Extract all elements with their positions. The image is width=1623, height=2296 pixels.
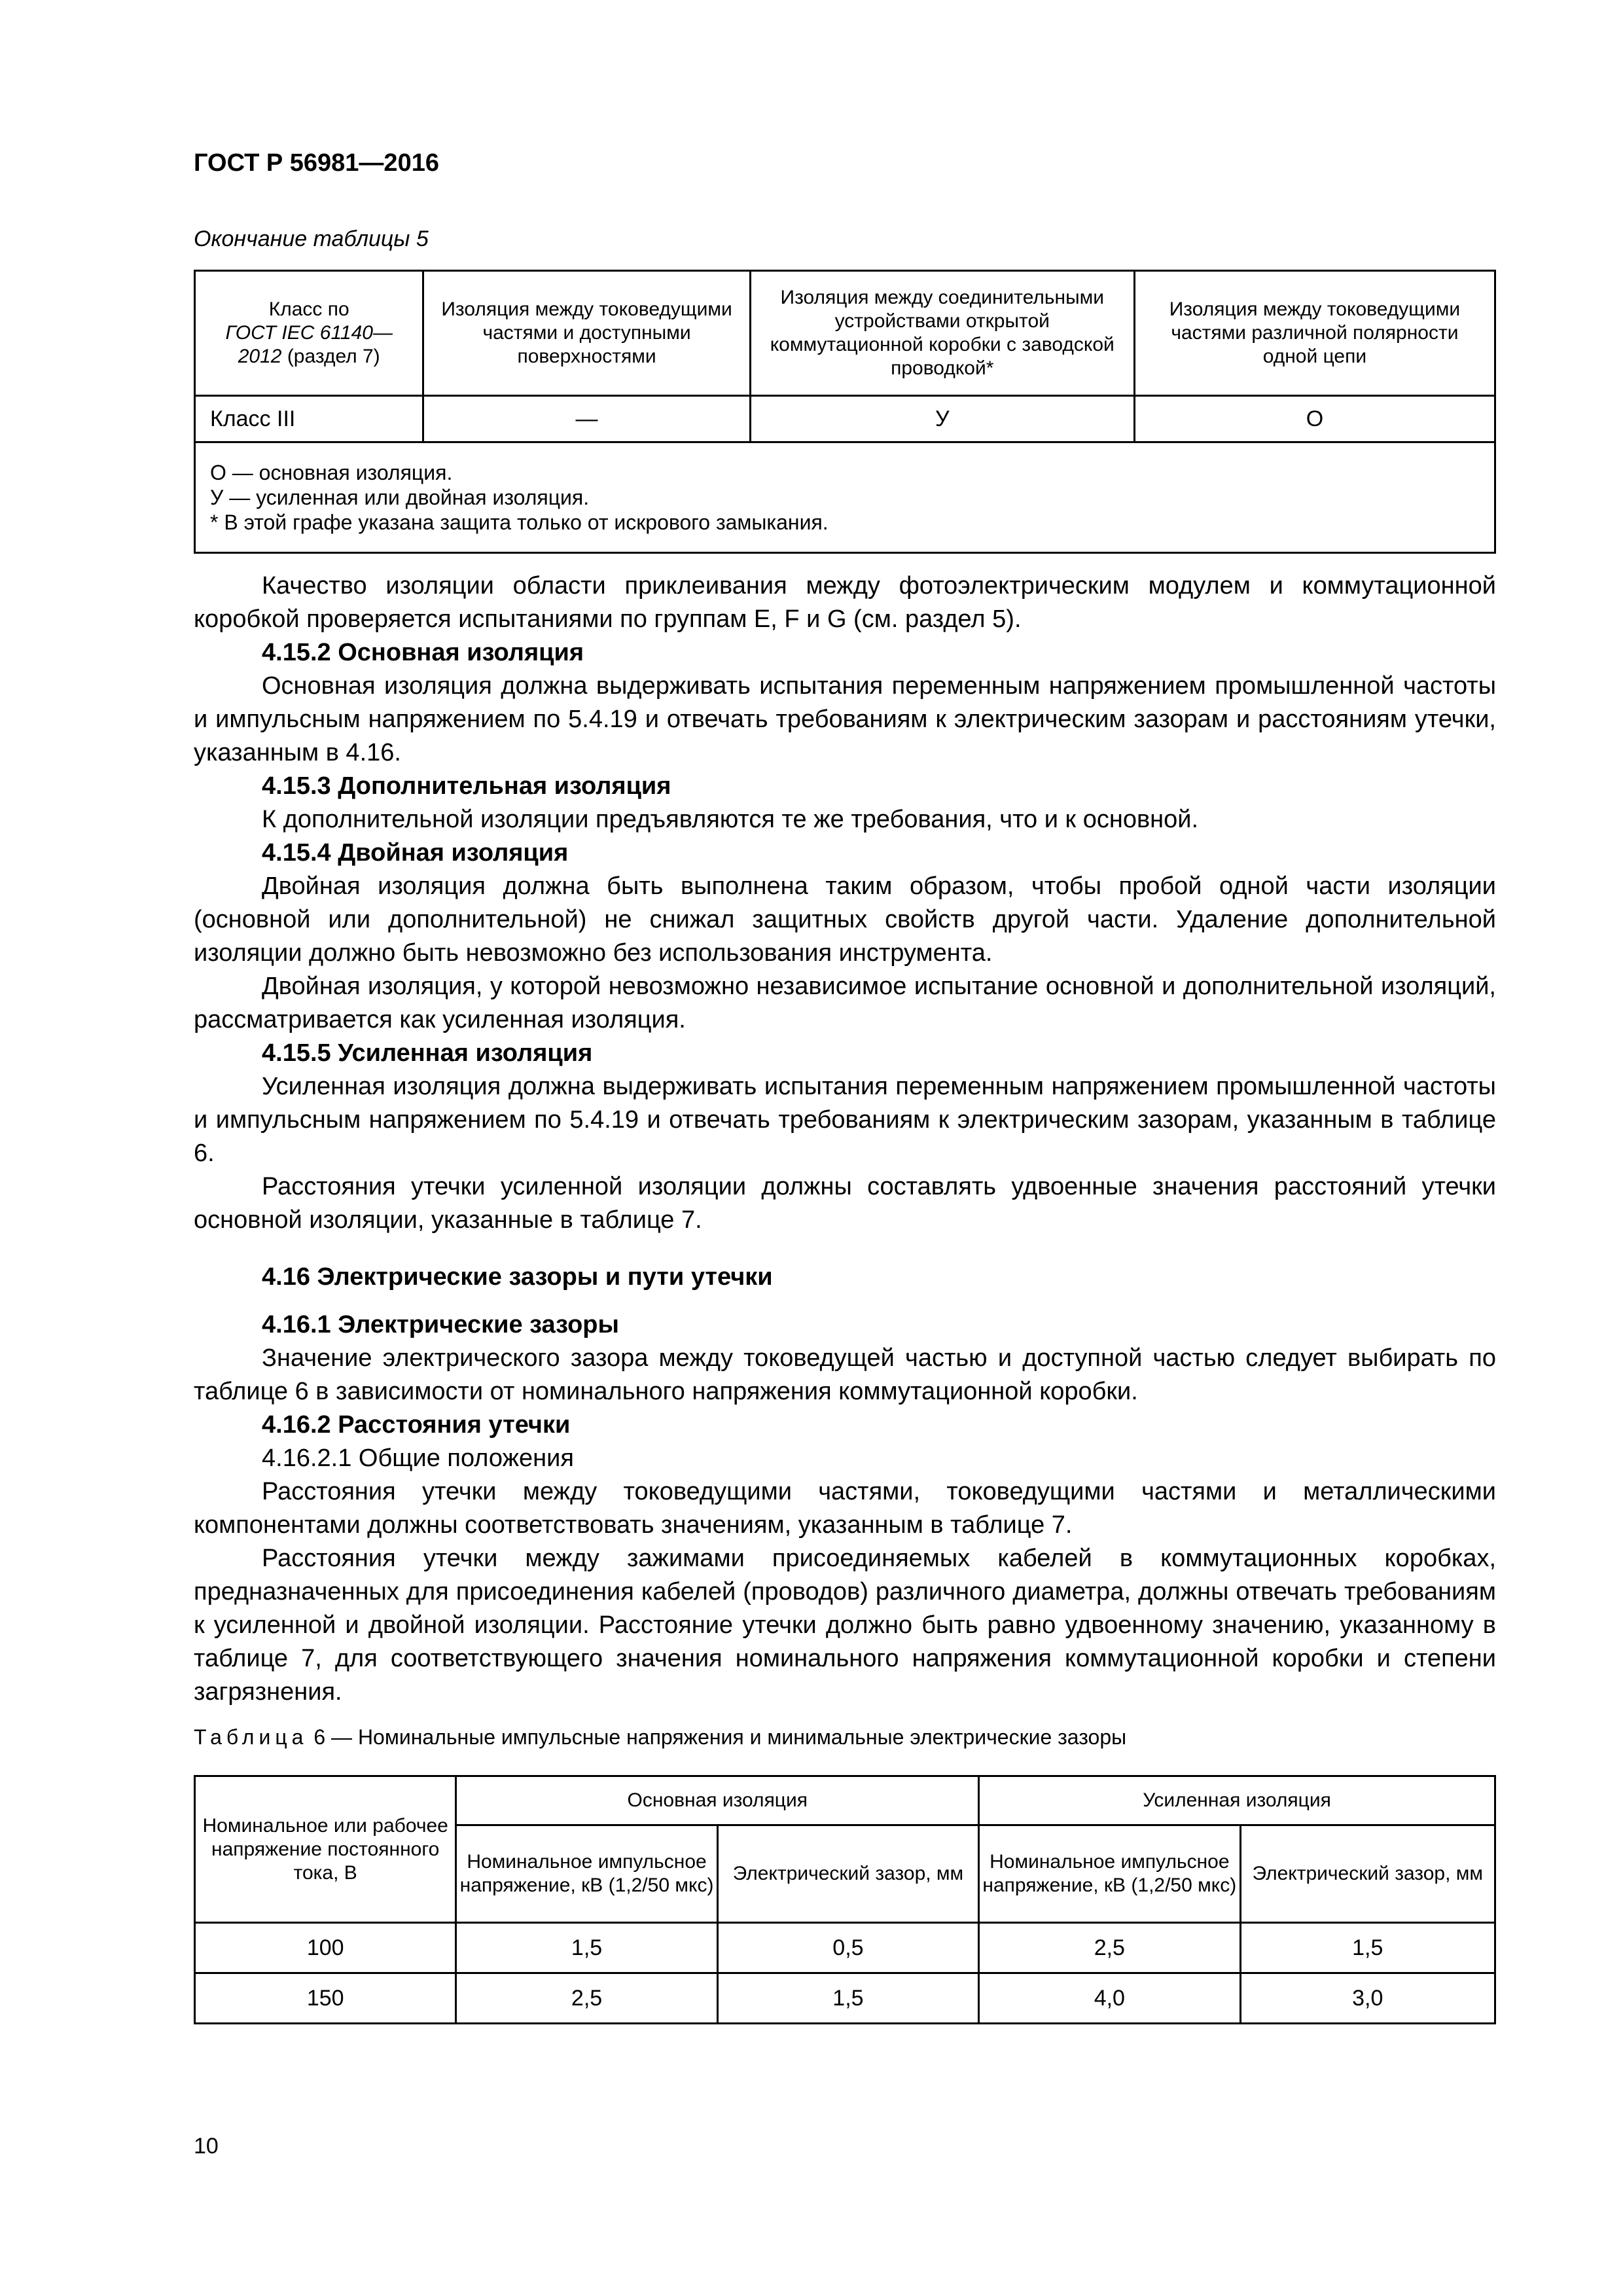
table5-cell-col2: — (423, 396, 750, 442)
table6-caption-label: Таблица (194, 1725, 308, 1749)
table6-caption (194, 1725, 1126, 1749)
table5-cell-col3: У (750, 396, 1134, 442)
table-row (195, 1973, 1495, 2024)
table5-notes (195, 442, 1495, 553)
section-heading-4-15-4: 4.15.4 Двойная изоляция (262, 839, 569, 867)
table6-header-voltage: Номинальное или рабочее напряжение постоянного тока, В (195, 1776, 456, 1923)
table5-notes-row (195, 442, 1495, 553)
table5-note: О — основная изоляция. (210, 461, 453, 484)
table5-header-class-line3-suffix: (раздел 7) (281, 346, 380, 367)
section-heading-4-15-2: 4.15.2 Основная изоляция (262, 639, 584, 666)
subsection-heading-4-16-2-1: 4.16.2.1 Общие положения (262, 1444, 574, 1472)
table5-header-class (195, 271, 423, 396)
table6-cell-basic-impulse: 1,5 (456, 1923, 717, 1973)
paragraph: Расстояния утечки усиленной изоляции должны составлять удвоенные значения расстояний утечки основной изоляции, указанные в таблице 7. (194, 1173, 1496, 1234)
section-heading-4-16: 4.16 Электрические зазоры и пути утечки (262, 1263, 773, 1291)
table5-row (195, 396, 1495, 442)
table6-cell-basic-clearance: 1,5 (717, 1973, 978, 2024)
table5-header-col2: Изоляция между токоведущими частями и доступными поверхностями (423, 271, 750, 396)
table6-header-row-1 (195, 1776, 1495, 1825)
table5 (194, 270, 1496, 554)
paragraph: Основная изоляция должна выдерживать испытания переменным напряжением промышленной частоты и импульсным напряжением по 5.4.19 и отвечать требованиям к электрическим зазорам и расстояниям утечки, указанным в 4.16. (194, 672, 1496, 766)
table5-header-col4: Изоляция между токоведущими частями различной полярности одной цепи (1134, 271, 1495, 396)
table6-cell-voltage: 150 (195, 1973, 456, 2024)
paragraph: Двойная изоляция, у которой невозможно независимое испытание основной и дополнительной изоляций, рассматривается как усиленная изоляция. (194, 973, 1496, 1033)
table5-header-class-line1: Класс по (268, 298, 349, 320)
table6-header-basic-clearance: Электрический зазор, мм (717, 1825, 978, 1923)
table6-header-reinf-clearance: Электрический зазор, мм (1240, 1825, 1495, 1923)
paragraph: Качество изоляции области приклеивания между фотоэлектрическим модулем и коммутационной коробкой проверяется испытаниями по группам E, F и G (см. раздел 5). (194, 572, 1496, 633)
table5-note: У — усиленная или двойная изоляция. (210, 486, 590, 509)
table5-continuation-caption: Окончание таблицы 5 (194, 226, 429, 251)
paragraph: Двойная изоляция должна быть выполнена таким образом, чтобы пробой одной части изоляции (основной или дополнительной) не снижал защитных свойств другой части. Удаление дополнительной изоляции должно быть невозможно без использования инструмента. (194, 872, 1496, 967)
table6-cell-basic-impulse: 2,5 (456, 1973, 717, 2024)
table5-cell-class: Класс III (195, 396, 423, 442)
table6-header-basic: Основная изоляция (456, 1776, 979, 1825)
section-heading-4-15-5: 4.15.5 Усиленная изоляция (262, 1039, 593, 1067)
section-heading-4-15-3: 4.15.3 Дополнительная изоляция (262, 772, 671, 800)
page-number: 10 (194, 2134, 219, 2159)
body-text (194, 569, 1496, 1709)
table6-cell-reinf-clearance: 1,5 (1240, 1923, 1495, 1973)
paragraph: К дополнительной изоляции предъявляются те же требования, что и к основной. (262, 806, 1199, 833)
table6-header-reinf-impulse: Номинальное импульсное напряжение, кВ (1,2/50 мкс) (979, 1825, 1240, 1923)
table6-cell-reinf-impulse: 2,5 (979, 1923, 1240, 1973)
table5-header-class-line3: 2012 (238, 346, 282, 367)
table6-caption-text: 6 — Номинальные импульсные напряжения и минимальные электрические зазоры (308, 1725, 1127, 1749)
table-row (195, 1923, 1495, 1973)
paragraph: Расстояния утечки между зажимами присоединяемых кабелей в коммутационных коробках, предназначенных для присоединения кабелей (проводов) различного диаметра, должны отвечать требованиям к усиленной и двойной изоляции. Расстояние утечки должно быть равно удвоенному значению, указанному в таблице 7, для соответствующего значения номинального напряжения коммутационной коробки и степени загрязнения. (194, 1545, 1496, 1706)
table6 (194, 1775, 1496, 2024)
table5-note: * В этой графе указана защита только от искрового замыкания. (210, 511, 829, 534)
table5-cell-col4: О (1134, 396, 1495, 442)
paragraph: Значение электрического зазора между токоведущей частью и доступной частью следует выбирать по таблице 6 в зависимости от номинального напряжения коммутационной коробки. (194, 1344, 1496, 1405)
table6-header-basic-impulse: Номинальное импульсное напряжение, кВ (1,2/50 мкс) (456, 1825, 717, 1923)
section-heading-4-16-2: 4.16.2 Расстояния утечки (262, 1411, 571, 1439)
table6-cell-voltage: 100 (195, 1923, 456, 1973)
table6-header-reinforced: Усиленная изоляция (979, 1776, 1495, 1825)
table6-cell-reinf-clearance: 3,0 (1240, 1973, 1495, 2024)
paragraph: Усиленная изоляция должна выдерживать испытания переменным напряжением промышленной частоты и импульсным напряжением по 5.4.19 и отвечать требованиям к электрическим зазорам, указанным в таблице 6. (194, 1073, 1496, 1167)
document-id: ГОСТ Р 56981—2016 (194, 149, 439, 177)
table6-cell-basic-clearance: 0,5 (717, 1923, 978, 1973)
table5-header-col3: Изоляция между соединительными устройствами открытой коммутационной коробки с заводской проводкой* (750, 271, 1134, 396)
paragraph: Расстояния утечки между токоведущими частями, токоведущими частями и металлическими компонентами должны соответствовать значениям, указанным в таблице 7. (194, 1478, 1496, 1539)
table5-header-class-line2: ГОСТ IEC 61140— (225, 322, 393, 344)
table5-header-row (195, 271, 1495, 396)
section-heading-4-16-1: 4.16.1 Электрические зазоры (262, 1311, 619, 1338)
table6-cell-reinf-impulse: 4,0 (979, 1973, 1240, 2024)
